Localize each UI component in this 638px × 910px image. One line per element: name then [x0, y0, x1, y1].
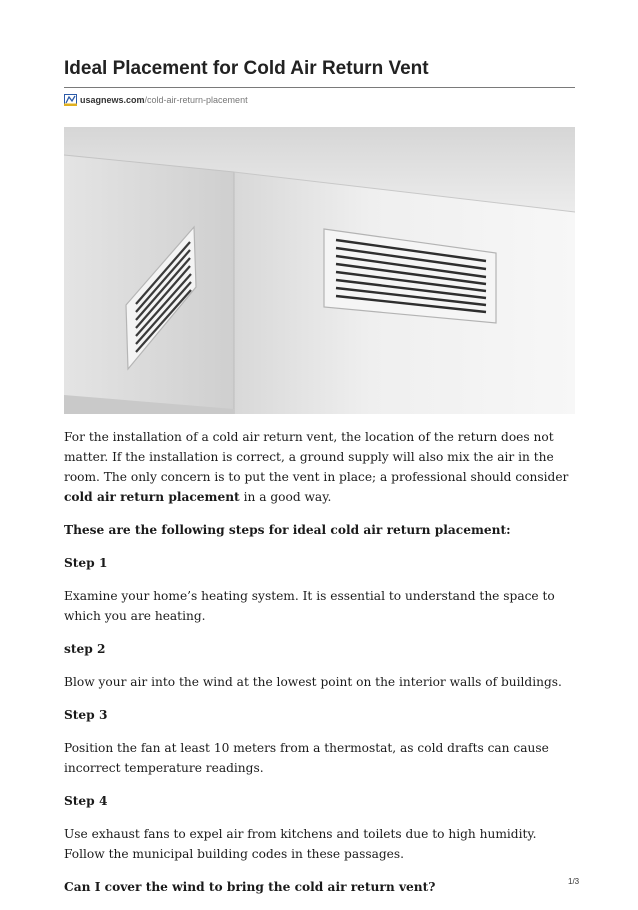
step-1-text: Examine your home’s heating system. It is essential to understand the space to which you are heating.	[64, 589, 555, 623]
page-title: Ideal Placement for Cold Air Return Vent	[64, 58, 429, 79]
step-3-text: Position the fan at least 10 meters from a thermostat, as cold drafts can cause incorrect temperature readings.	[64, 741, 549, 775]
intro-keyword: cold air return placement	[64, 490, 240, 504]
air-vent-photo	[64, 127, 575, 414]
source-domain[interactable]: usagnews.com	[80, 95, 145, 105]
title-divider	[64, 87, 575, 88]
article-body	[64, 427, 575, 910]
source-path[interactable]: /cold-air-return-placement	[144, 95, 248, 105]
source-line	[64, 93, 248, 107]
step-3-label: Step 3	[64, 708, 108, 722]
page-number: 1/3	[568, 877, 580, 886]
step-2-text: Blow your air into the wind at the lowest point on the interior walls of buildings.	[64, 675, 562, 689]
step-4-text: Use exhaust fans to expel air from kitchens and toilets due to high humidity. Follow the municipal building codes in these passages.	[64, 827, 537, 861]
intro-paragraph: For the installation of a cold air return vent, the location of the return does not matter. If the installation is correct, a ground supply will also mix the air in the room. The only concern is to put the vent in place; a professional should consider cold air return placement in a good way.	[64, 430, 569, 504]
step-1-label: Step 1	[64, 556, 108, 570]
step-2-label: step 2	[64, 642, 106, 656]
question-heading: Can I cover the wind to bring the cold air return vent?	[64, 880, 436, 894]
site-favicon-icon	[64, 94, 77, 106]
step-4-label: Step 4	[64, 794, 108, 808]
steps-heading: These are the following steps for ideal cold air return placement:	[64, 523, 511, 537]
